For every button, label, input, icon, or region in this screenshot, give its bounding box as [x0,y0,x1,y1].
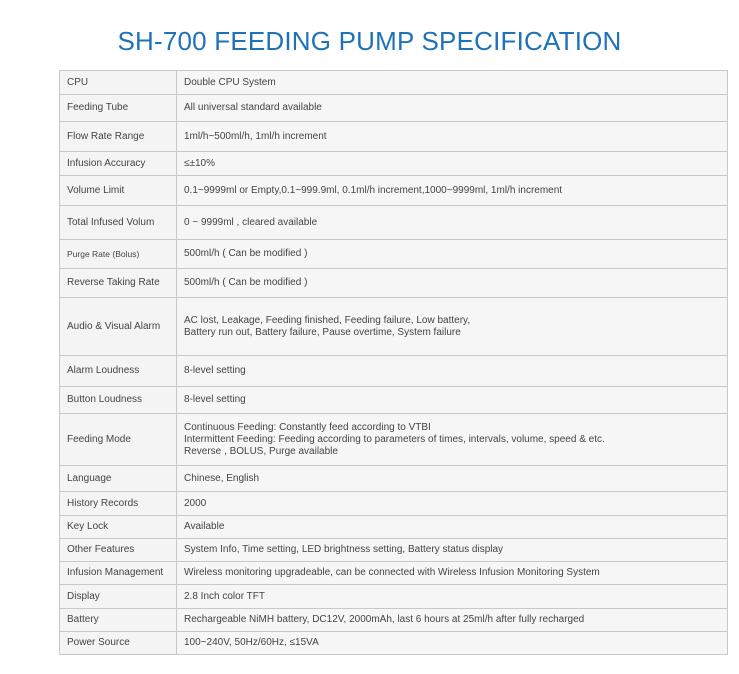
row-label: Volume Limit [60,176,177,206]
row-label: Purge Rate (Bolus) [60,240,177,269]
row-value [177,562,728,585]
row-label: Button Loudness [60,387,177,414]
row-label: Language [60,466,177,492]
row-value [177,492,728,516]
row-value-line: ≤±10% [184,157,215,169]
row-value [177,516,728,539]
table-row [60,516,728,539]
row-value-line: Rechargeable NiMH battery, DC12V, 2000mAh, last 6 hours at 25ml/h after fully recharged [184,614,585,625]
row-value-line: Reverse , BOLUS, Purge available [184,445,338,457]
table-row [60,298,728,356]
row-value-line: 2.8 Inch color TFT [184,590,265,602]
page-title: SH-700 FEEDING PUMP SPECIFICATION [117,26,622,56]
row-label: Display [60,585,177,609]
table-row [60,240,728,269]
row-value-line: Available [184,521,225,532]
row-value [177,176,728,206]
table-row [60,122,728,152]
row-value-line: 1ml/h~500ml/h, 1ml/h increment [184,130,327,142]
row-label: Other Features [60,539,177,562]
row-label: Infusion Accuracy [60,152,177,176]
table-row [60,206,728,240]
row-value [177,152,728,176]
row-value-line: Intermittent Feeding: Feeding according to parameters of times, intervals, volume, speed & etc. [184,433,605,445]
row-value-line: 2000 [184,497,207,509]
row-value-line: 8-level setting [184,394,246,405]
table-row [60,632,728,655]
row-label: Feeding Mode [60,414,177,466]
row-label: Total Infused Volum [60,206,177,240]
table-row [60,269,728,298]
row-label: Feeding Tube [60,95,177,122]
row-label: History Records [60,492,177,516]
table-row [60,152,728,176]
row-label: Infusion Management [60,562,177,585]
row-value [177,466,728,492]
row-value [177,71,728,95]
table-row [60,609,728,632]
row-value-line: AC lost, Leakage, Feeding finished, Feeding failure, Low battery, [184,314,471,326]
spec-table [59,70,728,655]
row-value-line: 0 ~ 9999ml , cleared available [184,216,318,228]
row-value [177,95,728,122]
row-value [177,240,728,269]
row-value [177,387,728,414]
table-row [60,414,728,466]
row-value-line: Continuous Feeding: Constantly feed according to VTBI [184,421,431,433]
row-label: Battery [60,609,177,632]
table-row [60,176,728,206]
table-row [60,71,728,95]
table-row [60,539,728,562]
table-row [60,585,728,609]
row-value-line: Wireless monitoring upgradeable, can be connected with Wireless Infusion Monitoring System [184,567,600,578]
row-value [177,632,728,655]
row-value-line: 100~240V, 50Hz/60Hz, ≤15VA [184,637,319,648]
row-value [177,539,728,562]
table-row [60,466,728,492]
row-value-line: 8-level setting [184,365,246,376]
row-value [177,206,728,240]
row-value-line: 0.1~9999ml or Empty,0.1~999.9ml, 0.1ml/h increment,1000~9999ml, 1ml/h increment [184,184,563,196]
row-label: Power Source [60,632,177,655]
row-value [177,298,728,356]
row-value [177,609,728,632]
row-value-line: 500ml/h ( Can be modified ) [184,277,308,288]
table-row [60,356,728,387]
row-value [177,356,728,387]
row-value-line: All universal standard available [184,102,322,113]
row-value-line: System Info, Time setting, LED brightness setting, Battery status display [184,544,504,555]
row-value [177,122,728,152]
row-label: Audio & Visual Alarm [60,298,177,356]
table-row [60,95,728,122]
row-value [177,585,728,609]
row-value-line: Chinese, English [184,472,260,484]
row-label: Flow Rate Range [60,122,177,152]
row-value [177,414,728,466]
row-label: Alarm Loudness [60,356,177,387]
table-row [60,492,728,516]
row-label: Reverse Taking Rate [60,269,177,298]
row-label: Key Lock [60,516,177,539]
row-value [177,269,728,298]
row-label: CPU [60,71,177,95]
row-value-line: Battery run out, Battery failure, Pause overtime, System failure [184,326,461,338]
row-value-line: Double CPU System [184,76,276,88]
table-row [60,387,728,414]
row-value-line: 500ml/h ( Can be modified ) [184,248,308,259]
table-row [60,562,728,585]
